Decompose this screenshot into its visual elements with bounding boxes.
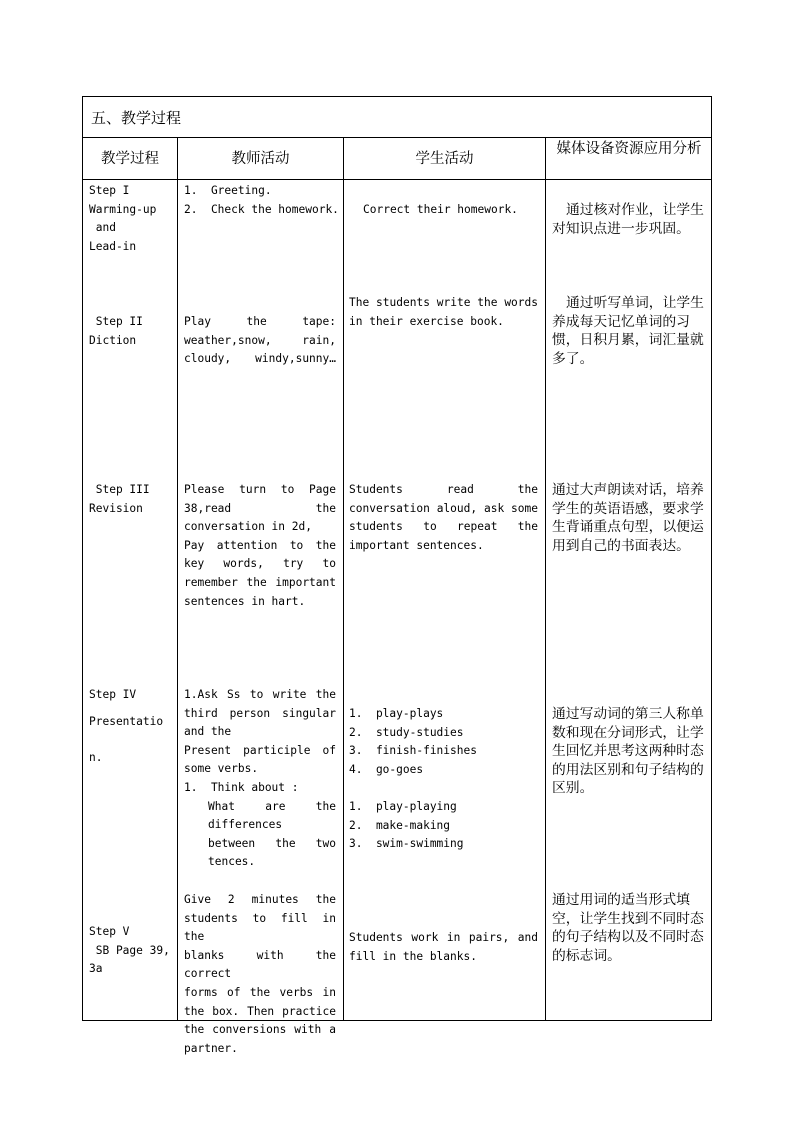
teacher-line: Pay attention to the <box>184 538 336 552</box>
teacher-line: differences <box>208 818 283 832</box>
step-line: Step V <box>89 925 130 938</box>
header-teacher: 教师活动 <box>231 151 290 167</box>
step-line: SB Page 39, <box>89 943 170 957</box>
step-2-analysis: 通过听写单词，让学生养成每天记忆单词的习惯，日积月累，词汇量就多了。 <box>552 295 704 367</box>
student-line: 2. make-making <box>349 818 451 832</box>
step-1-label <box>89 182 156 256</box>
step-1-teacher <box>184 182 339 219</box>
teacher-line: 38,read the <box>184 501 336 515</box>
student-line: important sentences. <box>349 538 484 552</box>
step-5-student <box>349 929 538 966</box>
student-line: 1. play-playing <box>349 799 457 813</box>
step-line: Step II <box>89 315 143 328</box>
teacher-line: forms of the verbs in <box>184 985 336 999</box>
column-divider <box>545 138 546 1020</box>
header-student: 学生活动 <box>415 151 474 167</box>
step-line: and <box>89 221 116 235</box>
student-line: students to repeat the <box>349 520 538 534</box>
step-2-student <box>349 294 538 331</box>
step-line: 3a <box>89 962 103 976</box>
student-line: conversation aloud, ask some <box>349 501 538 515</box>
step-4-analysis: 通过写动词的第三人称单数和现在分词形式，让学生回忆并思考这两种时态的用法区别和句子结构的区别。 <box>552 706 704 797</box>
step-3-analysis: 通过大声朗读对话，培养学生的英语语感，要求学生背诵重点句型，以便运用到自己的书面表达。 <box>552 482 704 554</box>
step-line: Warming-up <box>89 202 157 216</box>
step-line: Step IV <box>89 688 137 701</box>
step-line: Presentatio <box>89 714 164 728</box>
student-line: 2. study-studies <box>349 725 464 739</box>
teacher-line: Please turn to Page <box>184 483 336 496</box>
teacher-line: students to fill in the <box>184 911 336 944</box>
teacher-line: third person singular <box>184 706 336 720</box>
student-line: The students write the words <box>349 296 538 309</box>
student-line: 3. swim-swimming <box>349 837 464 851</box>
teacher-line: weather,snow, rain, <box>184 333 336 347</box>
section-title: 五、教学过程 <box>91 109 182 127</box>
column-divider <box>177 138 178 1020</box>
teacher-line: 2. Check the homework. <box>184 202 339 216</box>
student-line: Students read the <box>349 483 538 496</box>
step-line: Revision <box>89 501 143 515</box>
teacher-line: Give 2 minutes the <box>184 893 336 906</box>
teacher-line: between the two <box>208 836 336 850</box>
teacher-line: some verbs. <box>184 762 259 776</box>
step-5-teacher <box>184 891 336 1058</box>
step-1-analysis: 通过核对作业，让学生对知识点进一步巩固。 <box>552 202 704 237</box>
step-line: Step I <box>89 184 130 197</box>
teacher-line: the conversions with a <box>184 1023 336 1037</box>
teacher-line: the box. Then practice <box>184 1004 336 1018</box>
teacher-line: 1.Ask Ss to write the <box>184 688 336 701</box>
teacher-line: What are the <box>208 799 336 813</box>
step-1-student <box>363 201 518 220</box>
teacher-line: sentences in hart. <box>184 594 306 608</box>
step-line: Step III <box>89 483 150 496</box>
teacher-line: Present participle of <box>184 743 336 757</box>
step-3-label <box>89 481 150 518</box>
student-line: in their exercise book. <box>349 314 504 328</box>
step-4-teacher <box>184 686 336 872</box>
step-4-student <box>349 705 477 854</box>
step-5-analysis: 通过用词的适当形式填空，让学生找到不同时态的句子结构以及不同时态的标志词。 <box>552 892 704 964</box>
teacher-line: partner. <box>184 1041 238 1055</box>
teacher-line: 1. Greeting. <box>184 184 272 197</box>
teacher-line: and the <box>184 725 232 739</box>
step-5-label <box>89 923 170 979</box>
teacher-line: remember the important <box>184 575 336 589</box>
teacher-line: Play the tape: <box>184 315 336 328</box>
step-line: Diction <box>89 333 137 347</box>
step-3-student <box>349 481 538 555</box>
teacher-line: blanks with the correct <box>184 948 336 981</box>
student-line: fill in the blanks. <box>349 949 477 963</box>
header-analysis: 媒体设备资源应用分析 <box>556 141 702 157</box>
teacher-line: cloudy, windy,sunny… <box>184 352 336 366</box>
teaching-process-table <box>82 96 712 1055</box>
step-3-teacher <box>184 481 336 611</box>
student-line: Correct their homework. <box>363 203 518 216</box>
student-line: 1. play-plays <box>349 707 444 720</box>
teacher-line: tences. <box>208 855 256 869</box>
step-line: n. <box>89 751 103 765</box>
teacher-line: conversation in 2d, <box>184 520 312 534</box>
header-step: 教学过程 <box>101 151 159 167</box>
step-4-label <box>89 686 163 768</box>
student-line: 4. go-goes <box>349 762 424 776</box>
step-2-label <box>89 313 143 350</box>
column-divider <box>343 138 344 1020</box>
student-line: Students work in pairs, and <box>349 931 538 944</box>
step-line: Lead-in <box>89 239 137 253</box>
step-2-teacher <box>184 313 336 369</box>
student-line: 3. finish-finishes <box>349 744 477 758</box>
teacher-line: 1. Think about : <box>184 780 299 794</box>
teacher-line: key words, try to <box>184 557 336 571</box>
